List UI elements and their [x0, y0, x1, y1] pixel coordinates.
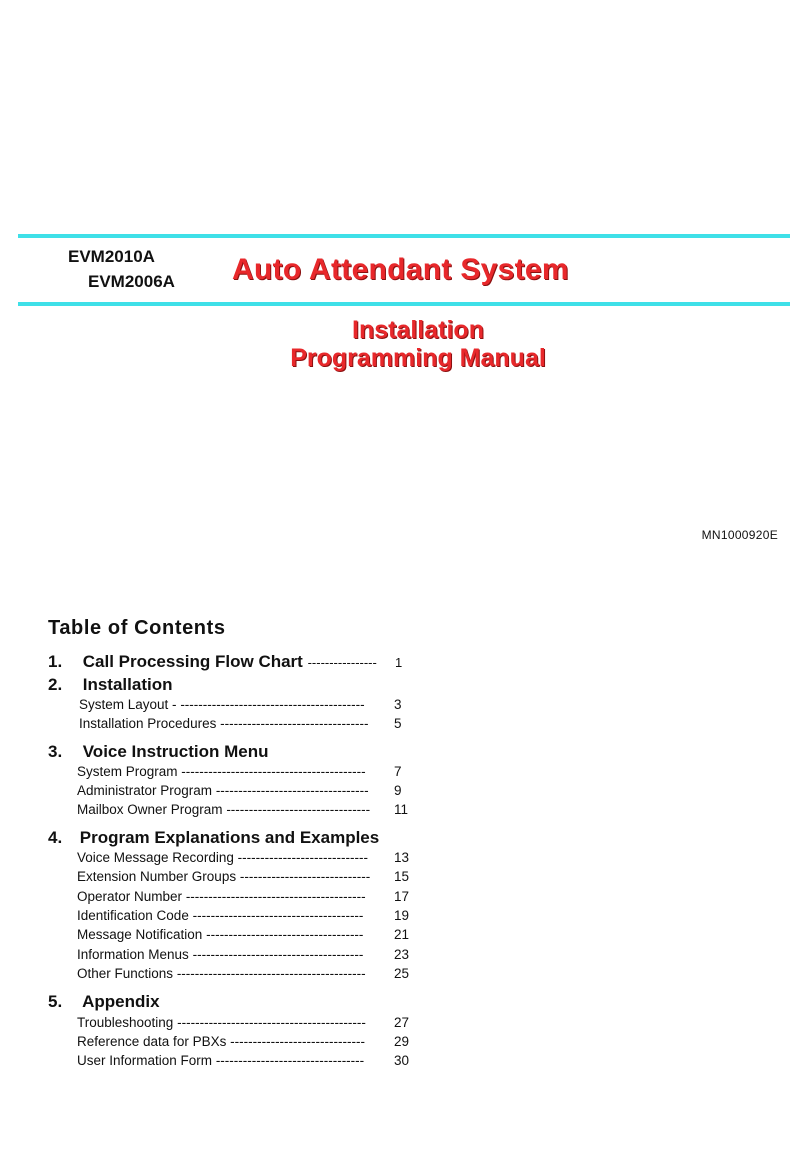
- toc-page-number: 21: [394, 927, 410, 942]
- toc-entry: [79, 716, 385, 731]
- toc-leader: ------------------------------------------: [176, 966, 366, 981]
- toc-section-number: 5.: [48, 992, 63, 1011]
- toc-page-number: 13: [394, 850, 410, 865]
- toc-section-title: Call Processing Flow Chart: [82, 652, 303, 671]
- toc-entry-title: Administrator Program: [77, 783, 213, 798]
- toc-entry: [79, 697, 385, 712]
- toc-entry: [77, 869, 383, 884]
- toc-section: [48, 828, 379, 848]
- toc-entry-title: Operator Number: [77, 889, 183, 904]
- toc-section: [48, 742, 269, 762]
- toc-leader: -----------------------------------------: [180, 697, 365, 712]
- toc-page-number: 19: [394, 908, 410, 923]
- toc-heading: Table of Contents: [48, 617, 226, 639]
- toc-entry-title: Troubleshooting: [77, 1015, 174, 1030]
- toc-leader: ---------------------------------: [215, 1053, 365, 1068]
- toc-page-number: 5: [394, 716, 402, 731]
- toc-section-number: 3.: [48, 742, 63, 761]
- toc-entry: [77, 966, 383, 981]
- toc-section-number: 2.: [48, 675, 63, 694]
- toc-entry-title: Other Functions: [77, 966, 174, 981]
- toc-page-number: 15: [394, 869, 410, 884]
- toc-page-number: 11: [394, 802, 409, 817]
- document-subtitle-line: Programming Manual: [290, 344, 546, 372]
- toc-page-number: 9: [394, 783, 402, 798]
- toc-leader: --------------------------------------: [192, 947, 364, 962]
- toc-section: [48, 992, 160, 1012]
- toc-section: [48, 652, 403, 672]
- toc-page-number: 30: [394, 1053, 410, 1068]
- toc-leader: --------------------------------------: [192, 908, 364, 923]
- toc-entry: [77, 783, 383, 798]
- toc-entry: [77, 947, 383, 962]
- toc-entry: [77, 802, 383, 817]
- toc-entry-title: User Information Form: [77, 1053, 213, 1068]
- toc-leader: -----------------------------: [239, 869, 371, 884]
- toc-entry: [77, 889, 383, 904]
- toc-entry-title: Information Menus: [77, 947, 189, 962]
- toc-section-title: Installation: [82, 675, 173, 694]
- toc-entry-title: Identification Code: [77, 908, 189, 923]
- toc-leader: --------------------------------: [226, 802, 371, 817]
- toc-leader: -----------------------------: [237, 850, 368, 865]
- toc-entry-title: System Layout -: [79, 697, 177, 712]
- toc-entry: [77, 850, 383, 865]
- toc-page-number: 17: [394, 889, 410, 904]
- toc-entry-title: Mailbox Owner Program: [77, 802, 223, 817]
- document-subtitle-line: Installation: [352, 316, 484, 344]
- toc-page-number: 25: [394, 966, 410, 981]
- toc-leader: -----------------------------------: [206, 927, 364, 942]
- toc-page-number: 7: [394, 764, 402, 779]
- manual-number: MN1000920E: [701, 528, 778, 542]
- toc-section: [48, 675, 172, 695]
- cyan-rule-top: [18, 234, 790, 238]
- toc-page-number: 23: [394, 947, 410, 962]
- toc-leader: ------------------------------------------: [177, 1015, 366, 1030]
- toc-leader: ----------------: [307, 655, 377, 670]
- toc-leader: ----------------------------------------: [185, 889, 366, 904]
- toc-leader: ----------------------------------: [215, 783, 369, 798]
- cyan-rule-bottom: [18, 302, 790, 306]
- toc-leader: -----------------------------------------: [181, 764, 366, 779]
- toc-page-number: 29: [394, 1034, 410, 1049]
- toc-section-title: Appendix: [82, 992, 160, 1011]
- model-number: EVM2006A: [88, 272, 175, 291]
- toc-leader: ---------------------------------: [220, 716, 369, 731]
- document-title: Auto Attendant System: [232, 253, 569, 286]
- toc-entry-title: Voice Message Recording: [77, 850, 234, 865]
- toc-page-number: 3: [394, 697, 402, 712]
- toc-section-title: Program Explanations and Examples: [79, 828, 380, 847]
- toc-entry-title: Message Notification: [77, 927, 203, 942]
- toc-entry-title: System Program: [77, 764, 178, 779]
- toc-page-number: 27: [394, 1015, 410, 1030]
- toc-entry-title: Reference data for PBXs: [77, 1034, 227, 1049]
- toc-entry: [77, 1015, 383, 1030]
- toc-section-number: 1.: [48, 652, 63, 671]
- toc-page-number: 1: [395, 655, 403, 670]
- toc-section-title: Voice Instruction Menu: [82, 742, 269, 761]
- toc-entry: [77, 908, 383, 923]
- toc-entry: [77, 1053, 383, 1068]
- toc-entry: [77, 927, 383, 942]
- toc-section-number: 4.: [48, 828, 63, 847]
- toc-leader: ------------------------------: [230, 1034, 365, 1049]
- toc-entry: [77, 764, 383, 779]
- toc-entry-title: Extension Number Groups: [77, 869, 237, 884]
- toc-entry: [77, 1034, 383, 1049]
- model-number: EVM2010A: [68, 247, 155, 266]
- toc-entry-title: Installation Procedures: [79, 716, 217, 731]
